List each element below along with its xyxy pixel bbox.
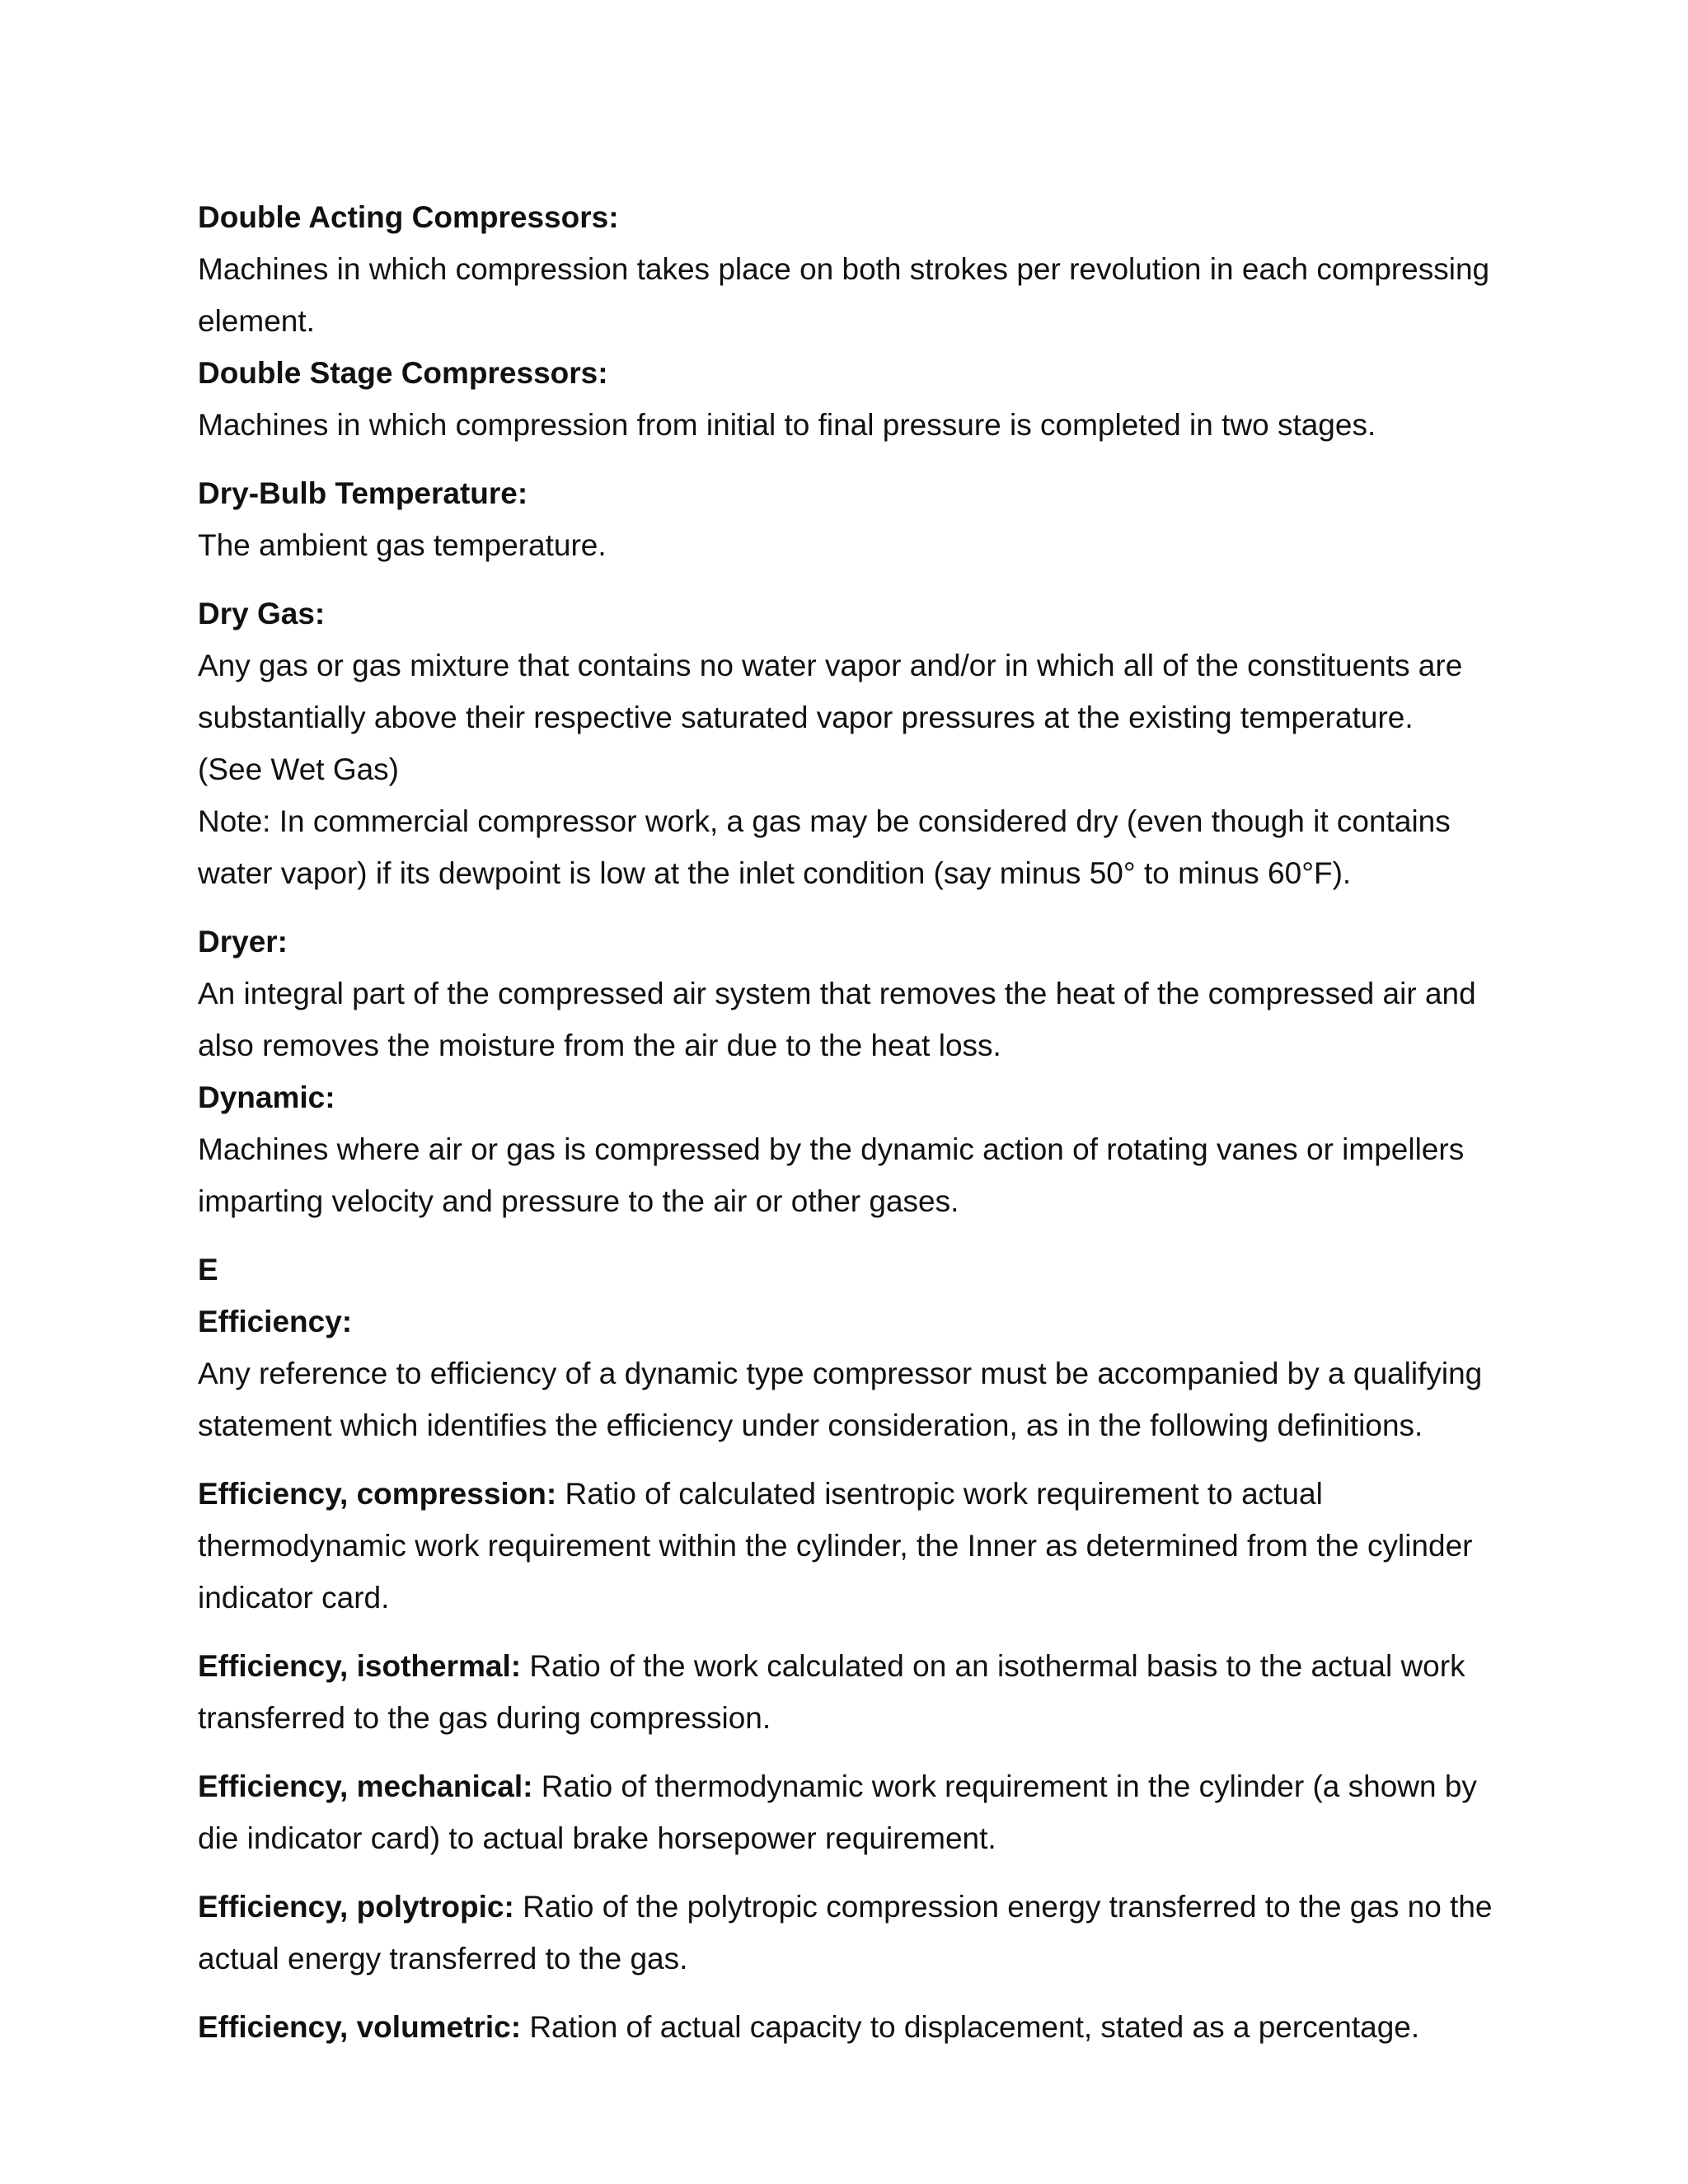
- term-efficiency-isothermal: Efficiency, isothermal:: [198, 1649, 522, 1683]
- document-page: [198, 191, 1500, 2053]
- term-dynamic: Dynamic:: [198, 1080, 335, 1114]
- term-efficiency-compression: Efficiency, compression:: [198, 1477, 557, 1511]
- term-efficiency-polytropic: Efficiency, polytropic:: [198, 1890, 514, 1924]
- note-dry-gas: Note: In commercial compressor work, a gas may be considered dry (even though it contains water vapor) if its dewpoint is low at the inlet condition (say minus 50° to minus 60°F).: [198, 804, 1451, 890]
- definition-efficiency-volumetric: Ration of actual capacity to displacement, stated as a percentage.: [529, 2010, 1420, 2044]
- definition-efficiency: Any reference to efficiency of a dynamic type compressor must be accompanied by a qualifying statement which identifies the efficiency under consideration, as in the following definitions.: [198, 1357, 1483, 1442]
- definition-efficiency-mechanical: Ratio of thermodynamic work requirement in the cylinder (a shown by die indicator card) to actual brake horsepower requirement.: [198, 1769, 1477, 1855]
- entry-efficiency-volumetric: [198, 2001, 1500, 2053]
- definition-double-stage-compressors: Machines in which compression from initial to final pressure is completed in two stages.: [198, 408, 1376, 442]
- definition-dynamic: Machines where air or gas is compressed by the dynamic action of rotating vanes or impellers imparting velocity and pressure to the air or other gases.: [198, 1132, 1465, 1218]
- entry-efficiency-polytropic: [198, 1881, 1500, 1985]
- term-dry-bulb-temperature: Dry-Bulb Temperature:: [198, 476, 528, 510]
- definition-efficiency-isothermal: Ratio of the work calculated on an isothermal basis to the actual work transferred to the gas during compression.: [198, 1649, 1465, 1735]
- see-also-wet-gas: (See Wet Gas): [198, 752, 400, 786]
- term-efficiency-mechanical: Efficiency, mechanical:: [198, 1769, 533, 1803]
- entry-efficiency-compression: [198, 1468, 1500, 1624]
- definition-dryer: An integral part of the compressed air system that removes the heat of the compressed air and also removes the moisture from the air due to the heat loss.: [198, 977, 1476, 1062]
- definition-double-acting-compressors: Machines in which compression takes place on both strokes per revolution in each compressing element.: [198, 252, 1490, 338]
- definition-dry-gas: Any gas or gas mixture that contains no water vapor and/or in which all of the constituents are substantially above their respective saturated vapor pressures at the existing temperature.: [198, 649, 1463, 734]
- definition-efficiency-compression: Ratio of calculated isentropic work requirement to actual thermodynamic work requirement within the cylinder, the Inner as determined from the cylinder indicator card.: [198, 1477, 1473, 1615]
- definition-dry-bulb-temperature: The ambient gas temperature.: [198, 528, 607, 562]
- term-efficiency-volumetric: Efficiency, volumetric:: [198, 2010, 522, 2044]
- term-double-stage-compressors: Double Stage Compressors:: [198, 356, 608, 390]
- entry-efficiency-isothermal: [198, 1640, 1500, 1744]
- section-letter-e: E: [198, 1253, 218, 1286]
- term-double-acting-compressors: Double Acting Compressors:: [198, 200, 619, 234]
- term-dryer: Dryer:: [198, 925, 288, 958]
- definition-efficiency-polytropic: Ratio of the polytropic compression energy transferred to the gas no the actual energy transferred to the gas.: [198, 1890, 1493, 1975]
- term-efficiency: Efficiency:: [198, 1305, 353, 1338]
- term-dry-gas: Dry Gas:: [198, 597, 326, 630]
- entry-efficiency-mechanical: [198, 1760, 1500, 1864]
